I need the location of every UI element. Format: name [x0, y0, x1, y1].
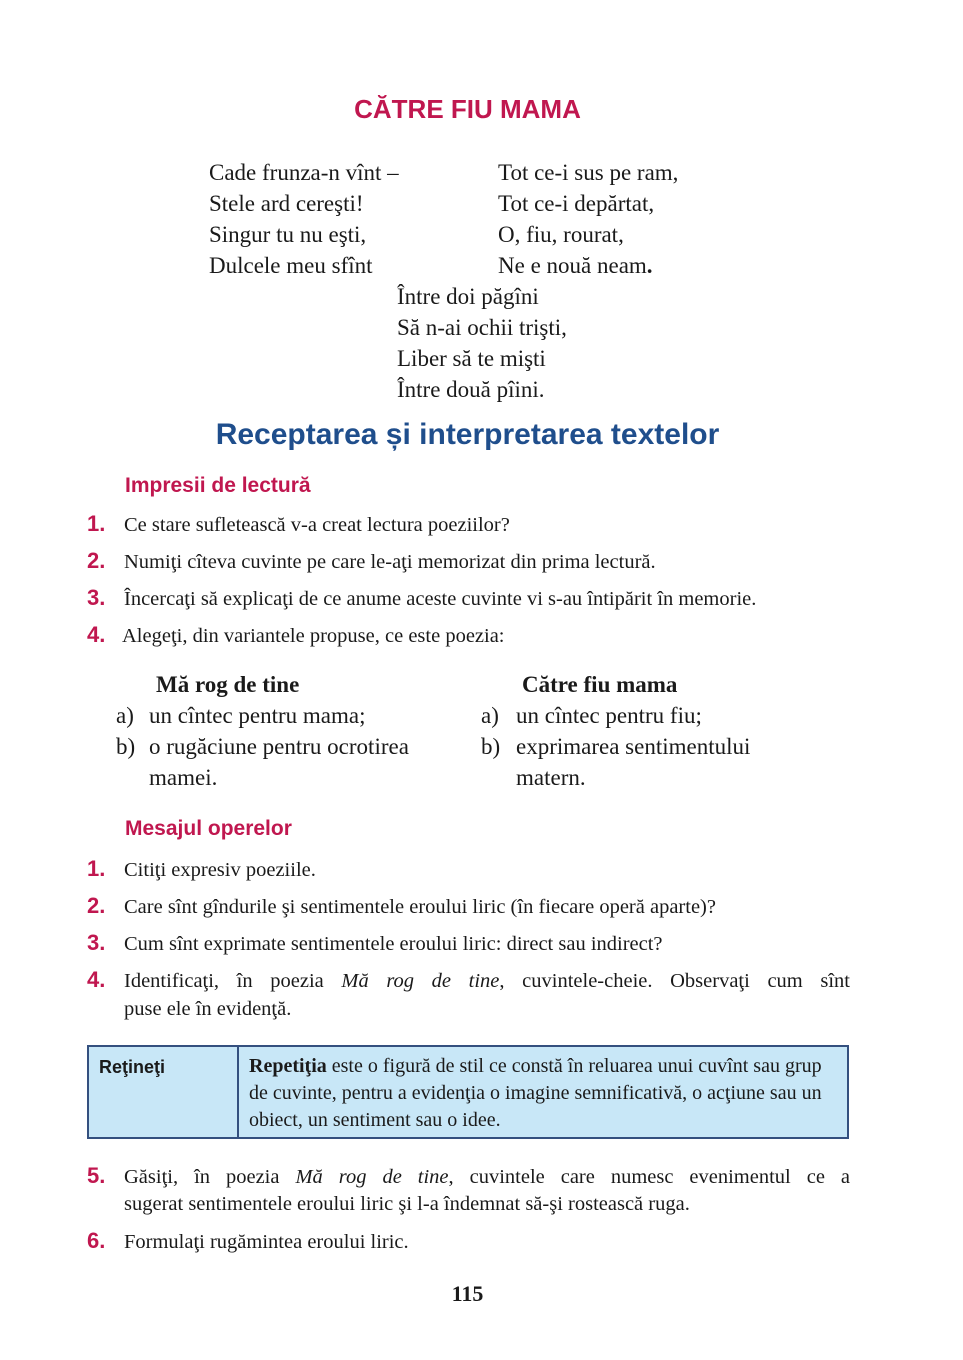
message-q4-number: 4. [87, 967, 106, 992]
impressions-q4-text: Alegeţi, din variantele propuse, ce este poezia: [122, 625, 505, 647]
message-q4-text [124, 970, 850, 993]
poem-right-line-2: Tot ce-i depărtat, [498, 191, 655, 216]
message-q3-number: 3. [87, 930, 106, 955]
message-q5-number: 5. [87, 1163, 106, 1188]
poem-left-line-2: Stele ard cereşti! [209, 191, 364, 216]
poem-right-line-4-punct: . [646, 253, 653, 278]
option-right-a-label: a) [481, 703, 499, 728]
message-q4-text-b: , cuvintele-cheie. Observaţi cum sînt [499, 970, 850, 992]
poem-center-line-3: Liber să te mişti [397, 346, 546, 371]
message-q5-text-b: , cuvintele care numesc evenimentul ce a [448, 1166, 850, 1188]
impressions-q3-number: 3. [87, 585, 106, 610]
impressions-q1-text: Ce stare sufletească v-a creat lectura poeziilor? [124, 514, 510, 536]
option-left-a-label: a) [116, 703, 134, 728]
note-definition: este o figură de stil ce constă în reluarea unui cuvînt sau grup de cuvinte, pentru a evidenţia o imagine semnificativă, o acţiune sau un obiect, un sentiment sau o idee. [249, 1055, 822, 1131]
note-box [87, 1045, 849, 1139]
message-q3-text: Cum sînt exprimate sentimentele eroului liric: direct sau indirect? [124, 933, 663, 955]
page-number: 115 [451, 1281, 484, 1306]
note-text [249, 1053, 845, 1134]
option-left-title: Mă rog de tine [156, 672, 300, 697]
poem-left-line-3-text: Singur tu nu eşti [209, 222, 361, 247]
message-q1-text: Citiţi expresiv poeziile. [124, 859, 316, 881]
option-left-a-text: un cîntec pentru mama; [149, 703, 366, 728]
option-left-b-text: o rugăciune pentru ocrotirea [149, 734, 409, 759]
message-q4-continuation: puse ele în evidenţă. [124, 998, 292, 1020]
message-q4-poem-title: Mă rog de tine [341, 970, 500, 992]
poem-right-line-4 [498, 250, 653, 281]
message-q2-number: 2. [87, 893, 106, 918]
message-q4-text-a: Identificaţi, în poezia [124, 970, 342, 992]
poem-right-line-4-text: Ne e nouă neam [498, 253, 647, 278]
message-q1-number: 1. [87, 856, 106, 881]
option-right-b-continuation: matern. [516, 765, 586, 790]
impressions-q2-number: 2. [87, 548, 106, 573]
message-q5-text [124, 1166, 850, 1189]
poem-left-line-3-comma: , [360, 222, 367, 247]
poem-right-line-1: Tot ce-i sus pe ram, [498, 160, 679, 185]
option-left-b-continuation: mamei. [149, 765, 218, 790]
message-q5-continuation: sugerat sentimentele eroului liric şi l-a îndemnat să-şi rostească ruga. [124, 1193, 690, 1215]
section-title: Receptarea și interpretarea textelor [215, 418, 720, 451]
poem-center-line-4: Între două pîini. [397, 377, 545, 402]
message-q2-text: Care sînt gîndurile şi sentimentele eroului liric (în fiecare operă aparte)? [124, 896, 716, 918]
poem-left-line-3 [209, 219, 366, 250]
poem-left-line-4: Dulcele meu sfînt [209, 253, 373, 278]
message-heading: Mesajul operelor [125, 817, 292, 840]
impressions-q2-text: Numiţi cîteva cuvinte pe care le-aţi memorizat din prima lectură. [124, 551, 656, 573]
impressions-q1-number: 1. [87, 511, 106, 536]
note-label: Reţineţi [99, 1057, 166, 1077]
poem-left-line-1: Cade frunza-n vînt – [209, 160, 399, 185]
message-q6-number: 6. [87, 1228, 106, 1253]
option-left-b-label: b) [116, 734, 136, 759]
message-q5-poem-title: Mă rog de tine [295, 1166, 449, 1188]
impressions-heading: Impresii de lectură [125, 474, 311, 497]
option-right-title: Către fiu mama [522, 672, 678, 697]
poem-center-line-2: Să n-ai ochii trişti, [397, 315, 567, 340]
poem-right-line-3: O, fiu, rourat, [498, 222, 624, 247]
poem-center-line-1: Între doi păgîni [397, 284, 539, 309]
option-right-a-text: un cîntec pentru fiu; [516, 703, 702, 728]
impressions-q3-text: Încercaţi să explicaţi de ce anume aceste cuvinte vi s-au întipărit în memorie. [124, 588, 757, 610]
poem-title: CĂTRE FIU MAMA [354, 94, 581, 124]
option-right-b-text: exprimarea sentimentului [516, 734, 751, 759]
note-term: Repetiţia [249, 1055, 327, 1077]
impressions-q4-number: 4. [87, 622, 106, 647]
note-box-divider [237, 1047, 239, 1137]
message-q6-text: Formulaţi rugămintea eroului liric. [124, 1231, 409, 1253]
message-q5-text-a: Găsiţi, în poezia [124, 1166, 296, 1188]
option-right-b-label: b) [481, 734, 501, 759]
